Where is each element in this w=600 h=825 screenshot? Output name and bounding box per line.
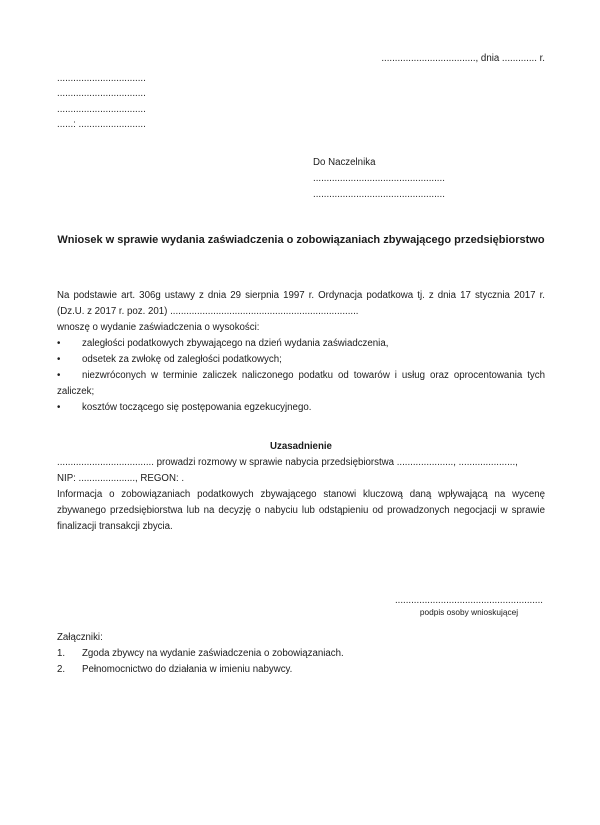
attachment-item: [57, 662, 545, 678]
signature-fill-line: .......................................................: [394, 595, 544, 606]
signature-caption: podpis osoby wnioskującej: [419, 607, 519, 617]
attachments-block: [57, 630, 545, 678]
signature-block: [393, 595, 545, 618]
sender-fill-line: .................................: [57, 103, 146, 115]
bullet-icon: •: [57, 354, 61, 365]
request-intro: wnoszę o wydanie zaświadczenia o wysokości:: [57, 322, 260, 333]
sender-fill-line: .................................: [57, 88, 146, 100]
attachments-heading: Załączniki:: [57, 632, 103, 643]
attachment-number: 1.: [57, 648, 66, 659]
recipient-block: [313, 155, 445, 203]
bullet-icon: •: [57, 370, 61, 381]
attachment-item: [57, 646, 545, 662]
list-item-text: zaległości podatkowych zbywającego na dzień wydania zaświadczenia,: [82, 338, 389, 349]
justification-paragraph: [57, 487, 545, 535]
paragraph-line: finalizacji transakcji zbycia.: [57, 521, 173, 532]
nip-regon-line: NIP: ....................., REGON: .: [57, 473, 185, 484]
bullet-icon: •: [57, 402, 61, 413]
recipient-fill-line: .................................................: [313, 173, 445, 184]
bullet-icon: •: [57, 338, 61, 349]
list-item: [57, 400, 545, 416]
attachment-number: 2.: [57, 664, 66, 675]
justification-heading: Uzasadnienie: [270, 441, 332, 452]
date-line: ..................................., dnia ............. r.: [381, 53, 545, 64]
paragraph-line: zbywanego przedsiębiorstwa lub na decyzję o nabyciu lub odstąpieniu od prowadzonych negocjacji w sprawie: [57, 505, 545, 516]
document-title: Wniosek w sprawie wydania zaświadczenia o zobowiązaniach zbywającego przedsiębiorstwo: [57, 234, 545, 246]
list-item: [57, 352, 545, 368]
attachment-text: Zgoda zbywcy na wydanie zaświadczenia o zobowiązaniach.: [82, 648, 344, 659]
legal-basis-line: Na podstawie art. 306g ustawy z dnia 29 sierpnia 1997 r. Ordynacja podatkowa tj. z dnia 17 stycznia 2017 r.: [57, 290, 545, 301]
sender-fill-line: .................................: [57, 73, 146, 84]
paragraph-line: Informacja o zobowiązaniach podatkowych zbywającego stanowi kluczową daną wpływającą na wycenę: [57, 489, 545, 500]
sender-block: [57, 71, 146, 133]
recipient-fill-line: .................................................: [313, 189, 445, 200]
list-item: [57, 368, 545, 400]
list-item-text: niezwróconych w terminie zaliczek naliczonego podatku od towarów i usług oraz oprocentowania tych zaliczek;: [57, 370, 545, 397]
list-item: [57, 336, 545, 352]
legal-basis-line: (Dz.U. z 2017 r. poz. 201) ......................................................................: [57, 306, 359, 317]
attachment-text: Pełnomocnictwo do działania w imieniu nabywcy.: [82, 664, 293, 675]
list-item-text: kosztów toczącego się postępowania egzekucyjnego.: [82, 402, 312, 413]
recipient-label: Do Naczelnika: [313, 157, 376, 168]
sender-fill-line: ......: .........................: [57, 119, 146, 131]
justification-line: .................................... prowadzi rozmowy w sprawie nabycia przedsiębiorstwa ....................., .....................,: [57, 457, 518, 468]
list-item-text: odsetek za zwłokę od zaległości podatkowych;: [82, 354, 282, 365]
justification-intro: [57, 455, 545, 487]
request-body: [57, 288, 545, 416]
